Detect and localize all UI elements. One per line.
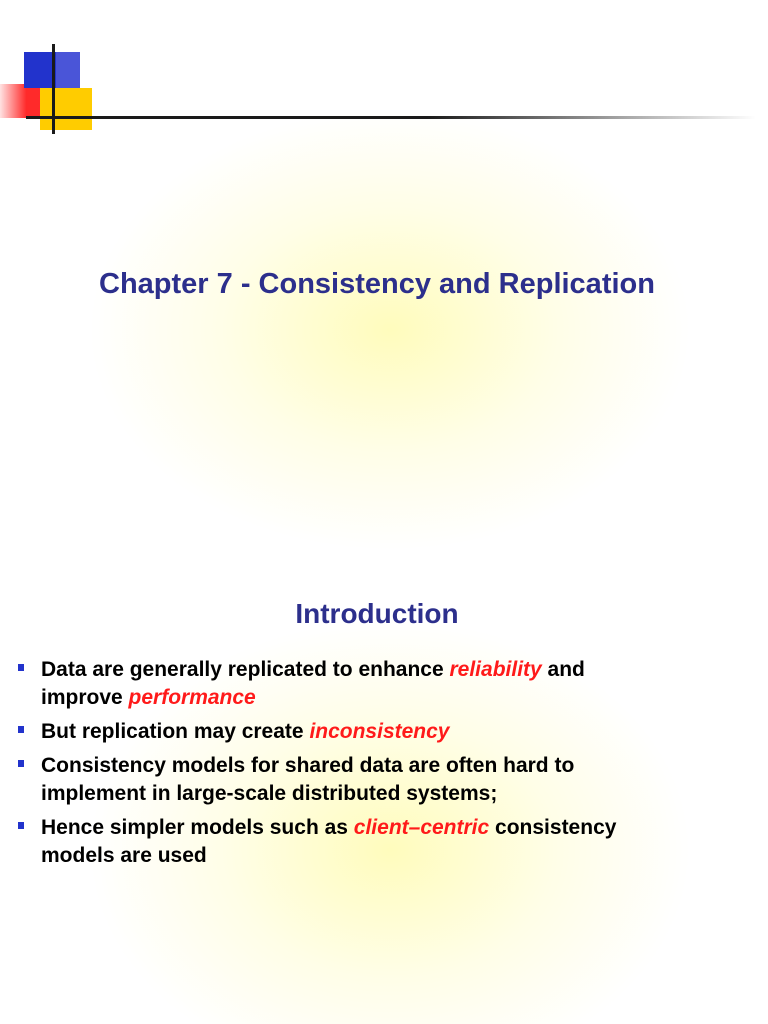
bullet-text: Consistency models for shared data are often hard to [41, 754, 575, 777]
introduction-slide [0, 560, 768, 1024]
bullet-square-icon [18, 726, 24, 733]
bullet-text: implement in large-scale distributed systems; [41, 782, 498, 805]
logo-yellow-square [40, 88, 92, 130]
bullet-text: models are used [41, 844, 207, 867]
bullet-text: and [541, 658, 585, 681]
introduction-title: Introduction [295, 598, 459, 629]
bullet-text: Hence simpler models such as [41, 816, 354, 839]
emphasis-performance: performance [128, 686, 256, 709]
bullet-item [18, 718, 718, 746]
header-rule [26, 116, 756, 119]
bullet-text: consistency [489, 816, 617, 839]
bullet-item [18, 656, 718, 712]
bullet-list [18, 656, 718, 876]
bullet-text: improve [41, 686, 129, 709]
bullet-text: But replication may create [41, 720, 310, 743]
bullet-text: Data are generally replicated to enhance [41, 658, 450, 681]
logo-vertical-line [52, 44, 55, 134]
emphasis-reliability: reliability [449, 658, 542, 681]
bullet-square-icon [18, 822, 24, 829]
emphasis-client-centric: client–centric [353, 816, 490, 839]
bullet-square-icon [18, 664, 24, 671]
emphasis-inconsistency: inconsistency [309, 720, 450, 743]
chapter-title: Chapter 7 - Consistency and Replication [99, 268, 655, 300]
bullet-square-icon [18, 760, 24, 767]
logo-blue-square-shade [56, 52, 80, 88]
bullet-item [18, 814, 718, 870]
bullet-item [18, 752, 718, 808]
